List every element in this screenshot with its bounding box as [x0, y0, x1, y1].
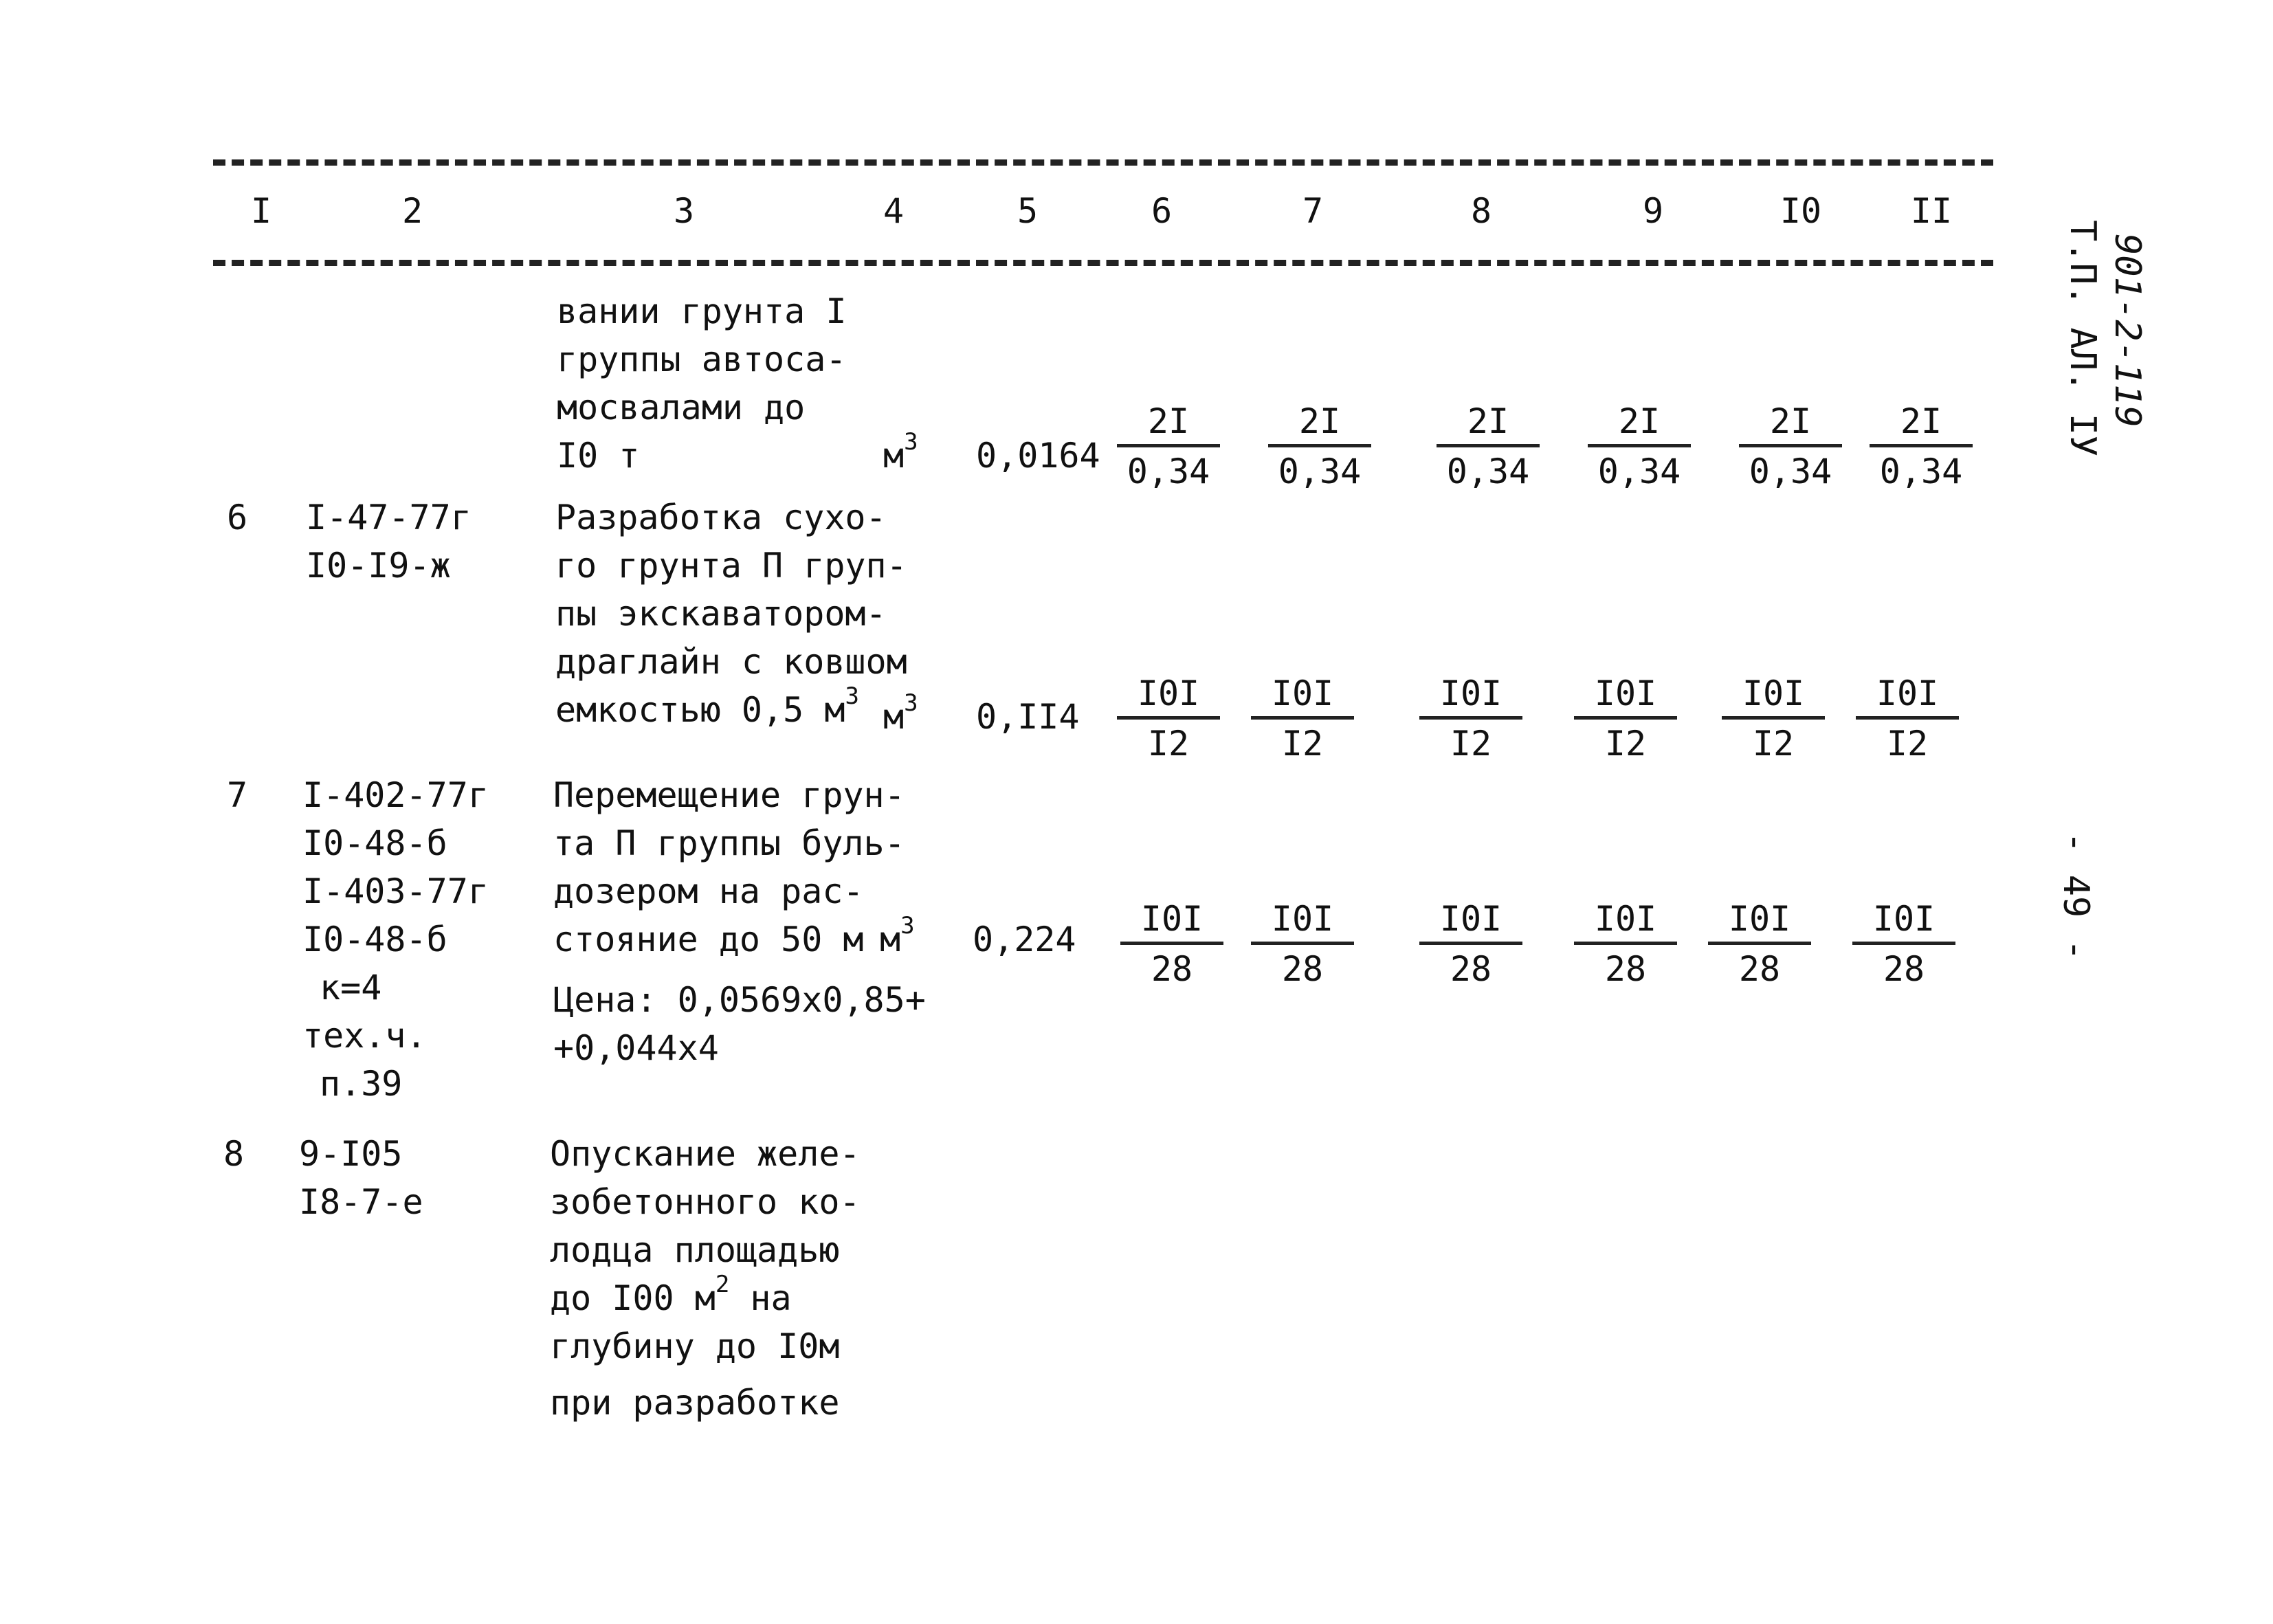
- description-line: I0 т: [557, 436, 640, 476]
- rate-denominator: 28: [1450, 949, 1492, 989]
- rate-numerator: 2I: [1588, 400, 1691, 447]
- rate-denominator: 28: [1604, 949, 1647, 989]
- rate-numerator: I0I: [1574, 672, 1677, 720]
- price-note-line: Цена: 0,0569х0,85+: [553, 980, 926, 1020]
- rate-denominator: 0,34: [1446, 452, 1530, 491]
- description-power: 2: [715, 1271, 730, 1298]
- description-line: при разработке: [550, 1383, 840, 1423]
- description-power: 3: [845, 682, 859, 710]
- rate-fraction: [1117, 400, 1220, 493]
- description-line: зобетонного ко-: [550, 1182, 861, 1222]
- unit-cell: [880, 912, 915, 964]
- rate-fraction: [1251, 898, 1354, 990]
- unit-power: 3: [904, 689, 918, 717]
- rate-denominator: 0,34: [1879, 452, 1963, 491]
- rate-fraction: [1120, 898, 1223, 990]
- rate-numerator: 2I: [1117, 400, 1220, 447]
- page-number: - 49 -: [2055, 832, 2096, 961]
- rate-fraction: [1739, 400, 1842, 493]
- column-header: 2: [401, 191, 423, 231]
- rate-fraction: [1708, 898, 1811, 990]
- unit-power: 3: [904, 428, 918, 456]
- code-line: I-402-77г: [302, 775, 489, 815]
- header-bottom-rule: [213, 260, 1993, 266]
- unit-symbol: м: [883, 436, 905, 476]
- description-line: го грунта П груп-: [555, 546, 907, 586]
- column-header: 8: [1470, 191, 1492, 231]
- rate-numerator: I0I: [1574, 898, 1677, 945]
- rate-numerator: I0I: [1419, 672, 1522, 720]
- code-line: I-47-77г: [306, 498, 472, 537]
- rate-denominator: 0,34: [1127, 452, 1210, 491]
- rate-fraction: [1419, 898, 1522, 990]
- rate-denominator: I2: [1147, 724, 1190, 764]
- rate-denominator: 0,34: [1749, 452, 1832, 491]
- stamp-code: Т.П. АЛ. IУ: [2062, 220, 2103, 457]
- rate-denominator: 28: [1883, 949, 1925, 989]
- rate-fraction: [1268, 400, 1371, 493]
- rate-denominator: I2: [1886, 724, 1929, 764]
- unit-symbol: м: [883, 697, 905, 737]
- unit-symbol: м: [880, 920, 901, 959]
- rate-numerator: 2I: [1437, 400, 1540, 447]
- description-line: группы автоса-: [557, 340, 847, 379]
- row-description: [555, 493, 907, 734]
- rate-numerator: I0I: [1117, 672, 1220, 720]
- row-codes: [299, 1130, 423, 1226]
- rate-fraction: [1722, 672, 1825, 765]
- description-line: Разработка сухо-: [555, 498, 887, 537]
- rate-fraction: [1251, 672, 1354, 765]
- rate-denominator: I2: [1450, 724, 1492, 764]
- rate-fraction: [1574, 898, 1677, 990]
- rate-denominator: I2: [1281, 724, 1324, 764]
- row-number: 8: [223, 1134, 245, 1174]
- rate-denominator: 0,34: [1597, 452, 1681, 491]
- description-line: Перемещение грун-: [553, 775, 905, 815]
- description-text: емкостью 0,5 м: [555, 690, 845, 730]
- rate-denominator: 28: [1738, 949, 1781, 989]
- rate-denominator: I2: [1752, 724, 1795, 764]
- rate-numerator: I0I: [1251, 672, 1354, 720]
- header-top-rule: [213, 159, 1993, 166]
- unit-cell: [883, 428, 918, 480]
- description-line: Опускание желе-: [550, 1134, 861, 1174]
- code-line: к=4: [320, 968, 382, 1008]
- column-header: 4: [883, 191, 905, 231]
- rate-fraction: [1588, 400, 1691, 493]
- column-header: II: [1910, 191, 1953, 231]
- row-number: 7: [227, 775, 248, 815]
- rate-fraction: [1419, 672, 1522, 765]
- description-line: вании грунта I: [557, 291, 847, 331]
- rate-numerator: I0I: [1251, 898, 1354, 945]
- code-line: тех.ч.: [302, 1016, 427, 1056]
- rate-fraction: [1870, 400, 1973, 493]
- description-line: [555, 682, 907, 734]
- code-line: I8-7-е: [299, 1182, 423, 1222]
- description-text: до I00 м: [550, 1278, 716, 1318]
- code-line: I0-I9-ж: [306, 546, 451, 586]
- rate-denominator: 28: [1281, 949, 1324, 989]
- rate-fraction: [1852, 898, 1955, 990]
- rate-numerator: 2I: [1870, 400, 1973, 447]
- quantity-cell: 0,II4: [976, 697, 1080, 737]
- description-line: мосвалами до: [557, 388, 806, 427]
- code-line: I0-48-б: [302, 920, 447, 959]
- rate-fraction: [1437, 400, 1540, 493]
- rate-numerator: I0I: [1856, 672, 1959, 720]
- handwritten-number: 901-2-119: [2107, 234, 2148, 427]
- column-header: 3: [673, 191, 695, 231]
- quantity-cell: 0,224: [973, 920, 1076, 959]
- rate-numerator: I0I: [1120, 898, 1223, 945]
- rate-fraction: [1856, 672, 1959, 765]
- rate-denominator: 28: [1151, 949, 1193, 989]
- rate-numerator: 2I: [1268, 400, 1371, 447]
- description-line: пы экскаватором-: [555, 594, 887, 634]
- rate-numerator: I0I: [1419, 898, 1522, 945]
- code-line: I0-48-б: [302, 823, 447, 863]
- code-line: 9-I05: [299, 1134, 403, 1174]
- description-line: драглайн с ковшом: [555, 642, 907, 682]
- rate-numerator: I0I: [1722, 672, 1825, 720]
- rate-denominator: I2: [1604, 724, 1647, 764]
- column-header: I0: [1779, 191, 1822, 231]
- rate-numerator: I0I: [1852, 898, 1955, 945]
- description-line: та П группы буль-: [553, 823, 905, 863]
- rate-numerator: I0I: [1708, 898, 1811, 945]
- code-line: I-403-77г: [302, 871, 489, 911]
- description-line: дозером на рас-: [553, 871, 864, 911]
- column-header: 7: [1302, 191, 1324, 231]
- rate-fraction: [1574, 672, 1677, 765]
- row-number: 6: [227, 498, 248, 537]
- column-header: 9: [1642, 191, 1664, 231]
- quantity-cell: 0,0164: [976, 436, 1100, 476]
- rate-numerator: 2I: [1739, 400, 1842, 447]
- description-line: [550, 1271, 861, 1322]
- row-description: [550, 1130, 861, 1427]
- row-codes: [306, 493, 472, 590]
- code-line: п.39: [320, 1064, 403, 1104]
- description-line: лодца площадью: [550, 1230, 840, 1270]
- column-header: I: [250, 191, 272, 231]
- column-header: 6: [1151, 191, 1173, 231]
- description-line: глубину до I0м: [550, 1326, 840, 1366]
- continuation-description: [557, 287, 846, 480]
- description-line: стояние до 50 м: [553, 920, 864, 959]
- description-text: на: [750, 1278, 792, 1318]
- price-note-line: +0,044х4: [553, 1028, 719, 1068]
- column-header: 5: [1017, 191, 1039, 231]
- rate-fraction: [1117, 672, 1220, 765]
- unit-power: 3: [900, 912, 915, 939]
- row-codes: [302, 771, 489, 1108]
- unit-cell: [883, 689, 918, 741]
- row-description: [553, 771, 926, 1072]
- rate-denominator: 0,34: [1278, 452, 1362, 491]
